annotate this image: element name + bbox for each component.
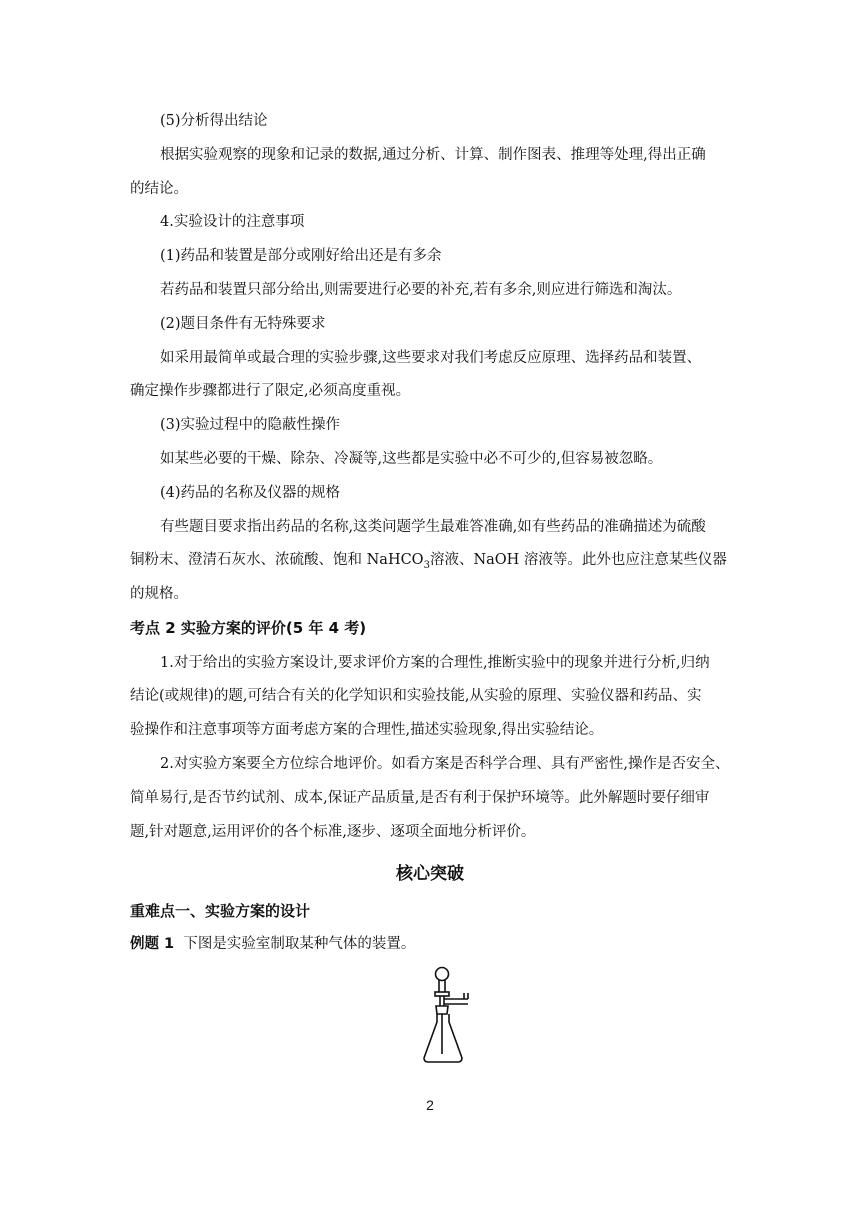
paragraph-line: 结论(或规律)的题,可结合有关的化学知识和实验技能,从实验的原理、实验仪器和药品、实 (130, 688, 702, 704)
subsection-1-title: (1)药品和装置是部分或刚好给出还是有多余 (160, 248, 442, 264)
paragraph-line: 如采用最简单或最合理的实验步骤,这些要求对我们考虑反应原理、选择药品和装置、 (160, 350, 702, 366)
section-4-title: 4.实验设计的注意事项 (160, 214, 305, 230)
paragraph-line: 若药品和装置只部分给出,则需要进行必要的补充,若有多余,则应进行筛选和淘汰。 (160, 282, 682, 298)
kaodian-2-heading: 考点 2 实验方案的评价(5 年 4 考) (130, 619, 367, 637)
erlenmeyer-flask-with-separatory-funnel-icon (418, 966, 474, 1066)
section-5-title: (5)分析得出结论 (160, 113, 268, 129)
subsection-4-title: (4)药品的名称及仪器的规格 (160, 485, 341, 501)
paragraph-line: 2.对实验方案要全方位综合地评价。如看方案是否科学合理、具有严密性,操作是否安全、 (160, 756, 730, 772)
paragraph-line: 1.对于给出的实验方案设计,要求评价方案的合理性,推断实验中的现象并进行分析,归纳 (160, 655, 710, 671)
core-breakthrough-title: 核心突破 (396, 864, 464, 884)
paragraph-line: 根据实验观察的现象和记录的数据,通过分析、计算、制作图表、推理等处理,得出正确 (160, 147, 706, 163)
paragraph-line: 简单易行,是否节约试剂、成本,保证产品质量,是否有利于保护环境等。此外解题时要仔细审 (130, 790, 710, 806)
paragraph-line: 的规格。 (130, 586, 188, 602)
paragraph-line: 如某些必要的干燥、除杂、冷凝等,这些都是实验中必不可少的,但容易被忽略。 (160, 451, 663, 467)
paragraph-line: 确定操作步骤都进行了限定,必须高度重视。 (130, 383, 411, 399)
paragraph-line: 验操作和注意事项等方面考虑方案的合理性,描述实验现象,得出实验结论。 (130, 722, 604, 738)
paragraph-line: 有些题目要求指出药品的名称,这类问题学生最难答准确,如有些药品的准确描述为硫酸 (160, 519, 706, 535)
paragraph-line: 铜粉末、澄清石灰水、浓硫酸、饱和 NaHCO$_3$溶液、NaOH 溶液等。此外也应注意某些仪器 (130, 552, 727, 571)
example-label: 例题 1 (130, 936, 175, 952)
page-number: 2 (426, 1097, 434, 1113)
subsection-2-title: (2)题目条件有无特殊要求 (160, 316, 326, 332)
key-point-1-heading: 重难点一、实验方案的设计 (130, 902, 311, 920)
example-text: 下图是实验室制取某种气体的装置。 (183, 936, 416, 952)
example-1-line (130, 934, 735, 954)
paragraph-line: 的结论。 (130, 181, 188, 197)
subsection-3-title: (3)实验过程中的隐蔽性操作 (160, 417, 341, 433)
paragraph-line: 题,针对题意,运用评价的各个标准,逐步、逐项全面地分析评价。 (130, 824, 536, 840)
